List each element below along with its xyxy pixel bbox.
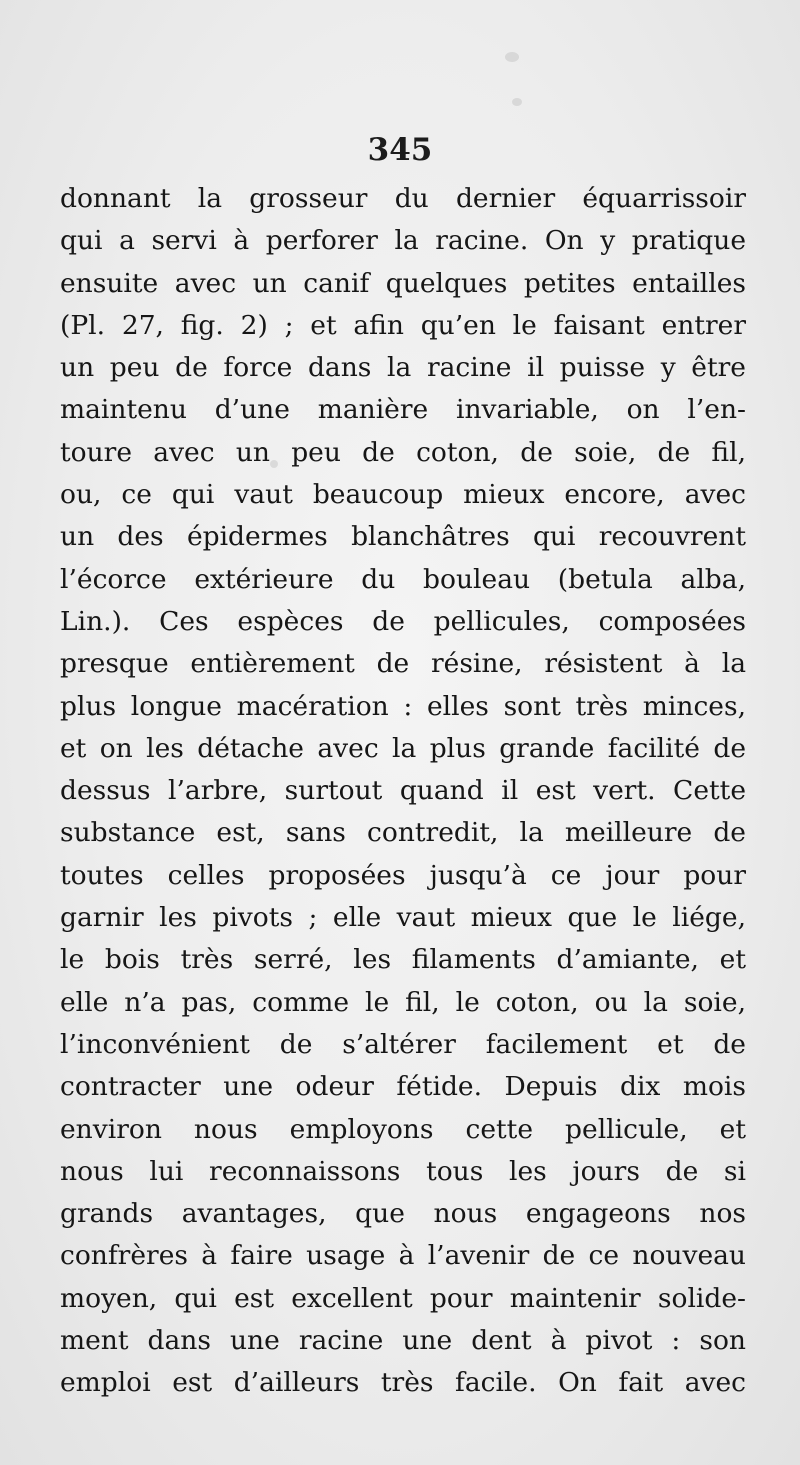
text-line: environ nous employons cette pellicule, et	[60, 1113, 746, 1145]
text-line: elle n’a pas, comme le fil, le coton, ou la soie,	[60, 986, 746, 1018]
page-number: 345	[367, 132, 433, 168]
text-line: maintenu d’une manière invariable, on l’en-	[60, 394, 746, 426]
text-line: un peu de force dans la racine il puisse y être	[60, 352, 746, 384]
text-line: grands avantages, que nous engageons nos	[60, 1198, 746, 1230]
text-line: ment dans une racine une dent à pivot : son	[60, 1325, 746, 1357]
text-line: qui a servi à perforer la racine. On y pratique	[60, 225, 746, 257]
text-line: (Pl. 27, fig. 2) ; et afin qu’en le faisant entrer	[60, 309, 746, 341]
text-line: toutes celles proposées jusqu’à ce jour pour	[60, 859, 746, 891]
text-line: garnir les pivots ; elle vaut mieux que le liége,	[60, 902, 746, 934]
text-line: donnant la grosseur du dernier équarrissoir	[60, 183, 746, 214]
text-line: confrères à faire usage à l’avenir de ce nouveau	[60, 1240, 746, 1272]
paper-stain	[512, 98, 522, 106]
text-line: toure avec un peu de coton, de soie, de fil,	[60, 436, 746, 468]
text-line: dessus l’arbre, surtout quand il est vert. Cette	[60, 775, 746, 807]
text-line: plus longue macération : elles sont très minces,	[60, 690, 746, 722]
body-text	[60, 178, 746, 1405]
text-line: et on les détache avec la plus grande facilité de	[60, 732, 746, 764]
text-line: un des épidermes blanchâtres qui recouvrent	[60, 521, 746, 553]
paper-stain	[505, 52, 519, 62]
text-line: presque entièrement de résine, résistent à la	[60, 648, 746, 680]
text-line: moyen, qui est excellent pour maintenir solide-	[60, 1282, 746, 1314]
text-line: ou, ce qui vaut beaucoup mieux encore, avec	[60, 479, 746, 511]
text-line: substance est, sans contredit, la meilleure de	[60, 817, 746, 849]
text-line: ensuite avec un canif quelques petites entailles	[60, 267, 746, 299]
text-line: l’écorce extérieure du bouleau (betula alba,	[60, 563, 746, 595]
text-line: emploi est d’ailleurs très facile. On fait avec	[60, 1367, 746, 1399]
text-line: nous lui reconnaissons tous les jours de si	[60, 1155, 746, 1187]
text-line: l’inconvénient de s’altérer facilement et de	[60, 1028, 746, 1060]
text-line: le bois très serré, les filaments d’amiante, et	[60, 944, 746, 976]
text-line: contracter une odeur fétide. Depuis dix mois	[60, 1071, 746, 1103]
text-line: Lin.). Ces espèces de pellicules, composées	[60, 605, 746, 637]
